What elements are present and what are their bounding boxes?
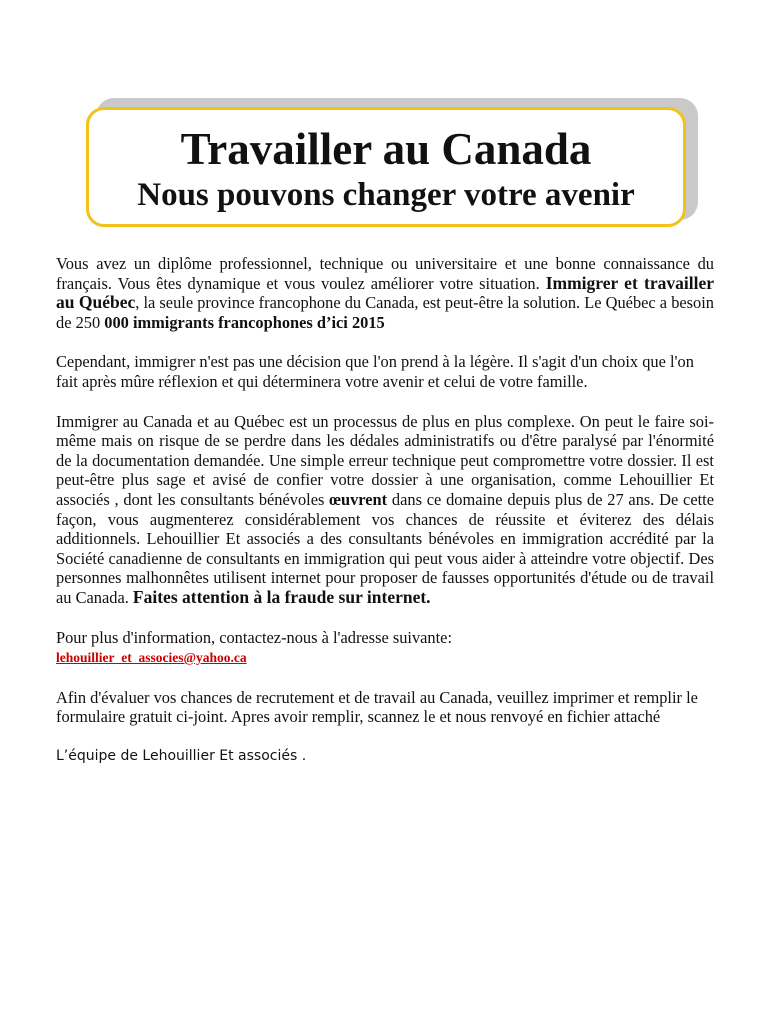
title-box (86, 107, 686, 227)
intro-bold-2: 000 immigrants francophones d’ici 2015 (104, 312, 385, 332)
page-title: Travailler au Canada (180, 124, 592, 174)
intro-text-1: Vous avez un diplôme professionnel, technique ou universitaire et une bonne connaissance du français. Vous êtes dynamique et vous voulez améliorer votre situation. (56, 254, 714, 293)
paragraph-caution: Cependant, immigrer n'est pas une décision que l'on prend à la légère. Il s'agit d'un choix que l'on fait après mûre réflexion et qui déterminera votre avenir et celui de votre famille. (56, 352, 694, 391)
paragraph-form: Afin d'évaluer vos chances de recrutement et de travail au Canada, veuillez imprimer et remplir le formulaire gratuit ci-joint. Apres avoir remplir, scannez le et nous renvoyé en fichier attaché (56, 687, 698, 727)
intro-text-2: , la seule province francophone du Canada, est peut-être la solution. Le Québec a besoin de 250 (56, 293, 714, 332)
paragraph-intro (56, 254, 714, 332)
contact-text: Pour plus d'information, contactez-nous à l'adresse suivante: (56, 627, 452, 647)
process-text-2: dans ce domaine depuis plus de 27 ans. De cette façon, vous augmenterez considérablement vos chances de réussite et éviterez des délais additionnels. Lehouillier Et associés a des consultants bénévoles en immigration accrédité par la Société canadienne de consultants en immigration qui peut vous aider à atteindre votre objectif. Des personnes malhonnêtes utilisent internet pour proposer de fausses opportunités d'étude ou de travail au Canada. (56, 489, 714, 607)
paragraph-contact (56, 628, 714, 668)
document-body (56, 254, 714, 786)
process-bold-1: œuvrent (329, 489, 388, 509)
email-link[interactable]: lehouillier_et_associes@yahoo.ca (56, 650, 247, 666)
paragraph-process (56, 412, 714, 608)
process-text-1: Immigrer au Canada et au Québec est un processus de plus en plus complexe. On peut le faire soi-même mais on risque de se perdre dans les dédales administratifs ou d'être paralysé par l'énormité de la documentation demandée. Une simple erreur technique peut compromettre votre dossier. Il est peut-être plus sage et avisé de confier votre dossier à une organisation, comme Lehouillier Et associés , dont les consultants bénévoles (56, 411, 714, 509)
intro-bold-1: Immigrer et travailler au Québec (56, 272, 714, 313)
fraud-warning: Faites attention à la fraude sur internet. (132, 586, 431, 607)
page-subtitle: Nous pouvons changer votre avenir (137, 177, 635, 213)
signature: L’équipe de Lehouillier Et associés . (56, 747, 307, 764)
